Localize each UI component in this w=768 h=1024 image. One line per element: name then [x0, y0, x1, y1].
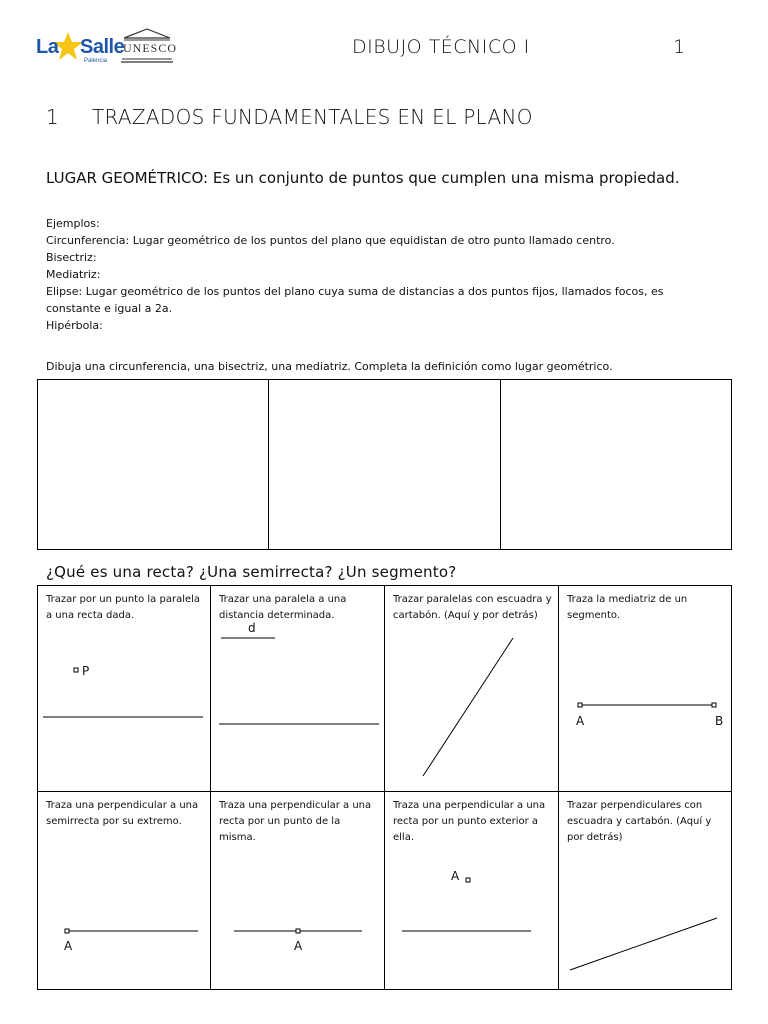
exercise-text: Trazar paralelas con escuadra y cartabón. (Aquí y por detrás) — [393, 594, 552, 621]
exercise-cell-6 — [211, 792, 385, 989]
la-salle-logo — [36, 30, 125, 66]
example-bisectriz: Bisectriz: — [46, 251, 97, 264]
exercise-text: Traza la mediatriz de un segmento. — [567, 594, 688, 621]
exercise-text: Traza una perpendicular a una semirrecta por su extremo. — [46, 800, 199, 827]
example-hiperbola: Hipérbola: — [46, 319, 103, 332]
point-label-a: A — [294, 939, 303, 953]
exercise-cell-3 — [385, 586, 559, 792]
exercise-cell-1 — [38, 586, 211, 792]
question-text: ¿Qué es una recta? ¿Una semirrecta? ¿Un segmento? — [46, 563, 457, 581]
exercise-cell-7 — [385, 792, 559, 989]
logo-text-salle: Salle — [80, 36, 125, 58]
exercise-grid — [37, 585, 732, 990]
point-label-b: B — [715, 714, 724, 728]
example-circunferencia: Circunferencia: Lugar geométrico de los puntos del plano que equidistan de otro punto llamado centro. — [46, 234, 615, 247]
example-mediatriz: Mediatriz: — [46, 268, 101, 281]
point-label-a: A — [576, 714, 585, 728]
exercise-text: Trazar perpendiculares con escuadra y cartabón. (Aquí y por detrás) — [567, 800, 712, 843]
page-number: 1 — [673, 36, 686, 58]
logo-text-la: La — [36, 36, 59, 58]
example-elipse: Elipse: Lugar geométrico de los puntos del plano cuya suma de distancias a dos puntos fijos, llamados focos, es constante e igual a 2a. — [46, 285, 664, 315]
unesco-logo — [120, 28, 178, 64]
document-title: DIBUJO TÉCNICO I — [352, 36, 530, 58]
definition-lead: LUGAR GEOMÉTRICO: Es un conjunto de puntos que cumplen una misma propiedad. — [46, 169, 680, 187]
section-number: 1 — [46, 105, 60, 129]
exercise-cell-8 — [559, 792, 731, 989]
exercise-cell-2 — [211, 586, 385, 792]
section-title: TRAZADOS FUNDAMENTALES EN EL PLANO — [92, 105, 533, 129]
box-divider — [500, 380, 501, 549]
box-divider — [268, 380, 269, 549]
point-label-a: A — [64, 939, 73, 953]
exercise-cell-4 — [559, 586, 731, 792]
examples-label: Ejemplos: — [46, 217, 100, 230]
logo-subtext: Palencia — [84, 58, 108, 64]
exercise-text: Traza una perpendicular a una recta por un punto de la misma. — [219, 800, 372, 843]
exercise-text: Traza una perpendicular a una recta por un punto exterior a ella. — [393, 800, 546, 843]
point-label-p: P — [82, 664, 90, 678]
exercise-text: Trazar por un punto la paralela a una recta dada. — [46, 594, 201, 621]
point-label-a: A — [451, 869, 460, 883]
distance-label-d: d — [248, 621, 256, 635]
drawing-boxes — [37, 379, 732, 550]
unesco-text: UNESCO — [123, 41, 178, 55]
definition-list — [46, 215, 718, 334]
exercise-text: Trazar una paralela a una distancia determinada. — [219, 594, 347, 621]
instruction: Dibuja una circunferencia, una bisectriz, una mediatriz. Completa la definición como lugar geométrico. — [46, 360, 613, 373]
exercise-cell-5 — [38, 792, 211, 989]
